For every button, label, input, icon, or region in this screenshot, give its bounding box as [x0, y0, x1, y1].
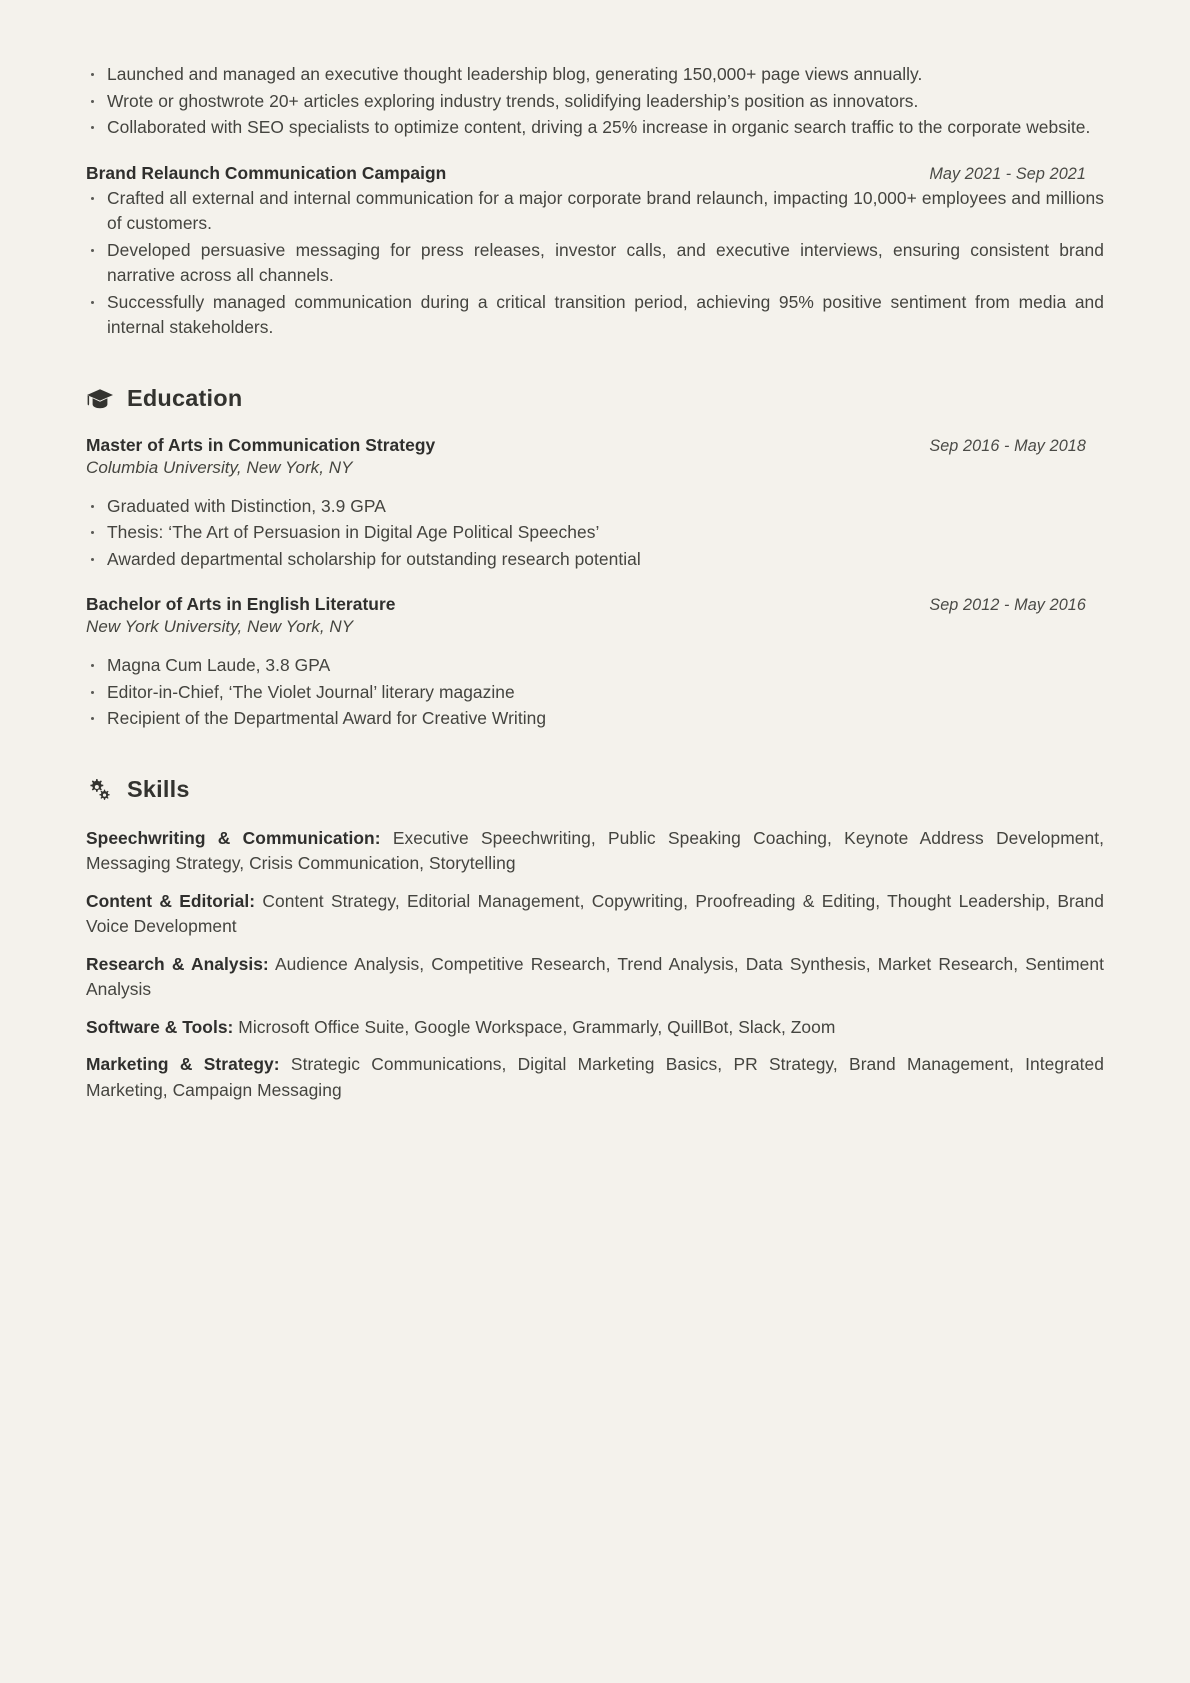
skill-group — [86, 889, 1104, 940]
skill-category: Software & Tools: — [86, 1016, 234, 1037]
entry-header-masters — [86, 435, 1104, 456]
entry-date: May 2021 - Sep 2021 — [929, 164, 1086, 183]
masters-bullet-list — [86, 494, 1104, 573]
entry-header-bachelors — [86, 594, 1104, 615]
entry-date: Sep 2012 - May 2016 — [929, 596, 1086, 614]
skill-category: Marketing & Strategy: — [86, 1054, 280, 1074]
gears-icon — [86, 776, 114, 804]
skill-items: Executive Speechwriting, Public Speaking Coaching, Keynote Address Development, Messaging Strategy, Crisis Communication, Storytelling — [86, 827, 1104, 873]
experience-bullet-list — [86, 62, 1104, 141]
skills-list — [86, 826, 1104, 1104]
list-item: Thesis: ‘The Art of Persuasion in Digital Age Political Speeches’ — [86, 520, 1104, 546]
list-item: Recipient of the Departmental Award for Creative Writing — [86, 706, 1104, 732]
graduation-cap-icon — [86, 385, 114, 413]
skill-category: Research & Analysis: — [86, 953, 269, 974]
skill-items: Strategic Communications, Digital Marketing Basics, PR Strategy, Brand Management, Integrated Marketing, Campaign Messaging — [86, 1054, 1104, 1100]
list-item: Collaborated with SEO specialists to optimize content, driving a 25% increase in organic search traffic to the corporate website. — [86, 115, 1104, 141]
list-item: Magna Cum Laude, 3.8 GPA — [86, 653, 1104, 679]
skill-group — [86, 952, 1104, 1003]
list-item: Awarded departmental scholarship for outstanding research potential — [86, 547, 1104, 573]
list-item: Editor-in-Chief, ‘The Violet Journal’ literary magazine — [86, 680, 1104, 706]
list-item: Graduated with Distinction, 3.9 GPA — [86, 494, 1104, 520]
skill-group — [86, 1015, 1104, 1041]
list-item: Crafted all external and internal communication for a major corporate brand relaunch, impacting 10,000+ employees and millions of customers. — [86, 186, 1104, 237]
entry-title: Brand Relaunch Communication Campaign — [86, 162, 447, 183]
entry-title: Master of Arts in Communication Strategy — [86, 434, 436, 455]
section-header-skills — [86, 776, 1104, 804]
entry-institution: New York University, New York, NY — [86, 617, 354, 636]
skill-group — [86, 1052, 1104, 1103]
skill-group — [86, 826, 1104, 877]
list-item: Wrote or ghostwrote 20+ articles exploring industry trends, solidifying leadership’s position as innovators. — [86, 89, 1104, 115]
campaign-bullet-list — [86, 186, 1104, 341]
skill-category: Speechwriting & Communication: — [86, 827, 381, 848]
section-title: Education — [127, 385, 243, 411]
entry-title: Bachelor of Arts in English Literature — [86, 594, 396, 614]
list-item: Successfully managed communication during a critical transition period, achieving 95% positive sentiment from media and internal stakeholders. — [86, 290, 1104, 341]
section-title: Skills — [127, 776, 190, 802]
section-header-education — [86, 385, 1104, 413]
skill-items: Microsoft Office Suite, Google Workspace, Grammarly, QuillBot, Slack, Zoom — [238, 1016, 836, 1037]
list-item: Launched and managed an executive thought leadership blog, generating 150,000+ page views annually. — [86, 62, 1104, 88]
entry-date: Sep 2016 - May 2018 — [929, 436, 1086, 455]
skill-items: Content Strategy, Editorial Management, Copywriting, Proofreading & Editing, Thought Leadership, Brand Voice Development — [86, 890, 1104, 936]
entry-institution: Columbia University, New York, NY — [86, 457, 353, 477]
entry-header-campaign — [86, 163, 1104, 184]
bachelors-bullet-list — [86, 653, 1104, 732]
list-item: Developed persuasive messaging for press releases, investor calls, and executive interviews, ensuring consistent brand narrative across all channels. — [86, 238, 1104, 289]
skill-items: Audience Analysis, Competitive Research, Trend Analysis, Data Synthesis, Market Research, Sentiment Analysis — [86, 953, 1104, 999]
skill-category: Content & Editorial: — [86, 890, 256, 911]
